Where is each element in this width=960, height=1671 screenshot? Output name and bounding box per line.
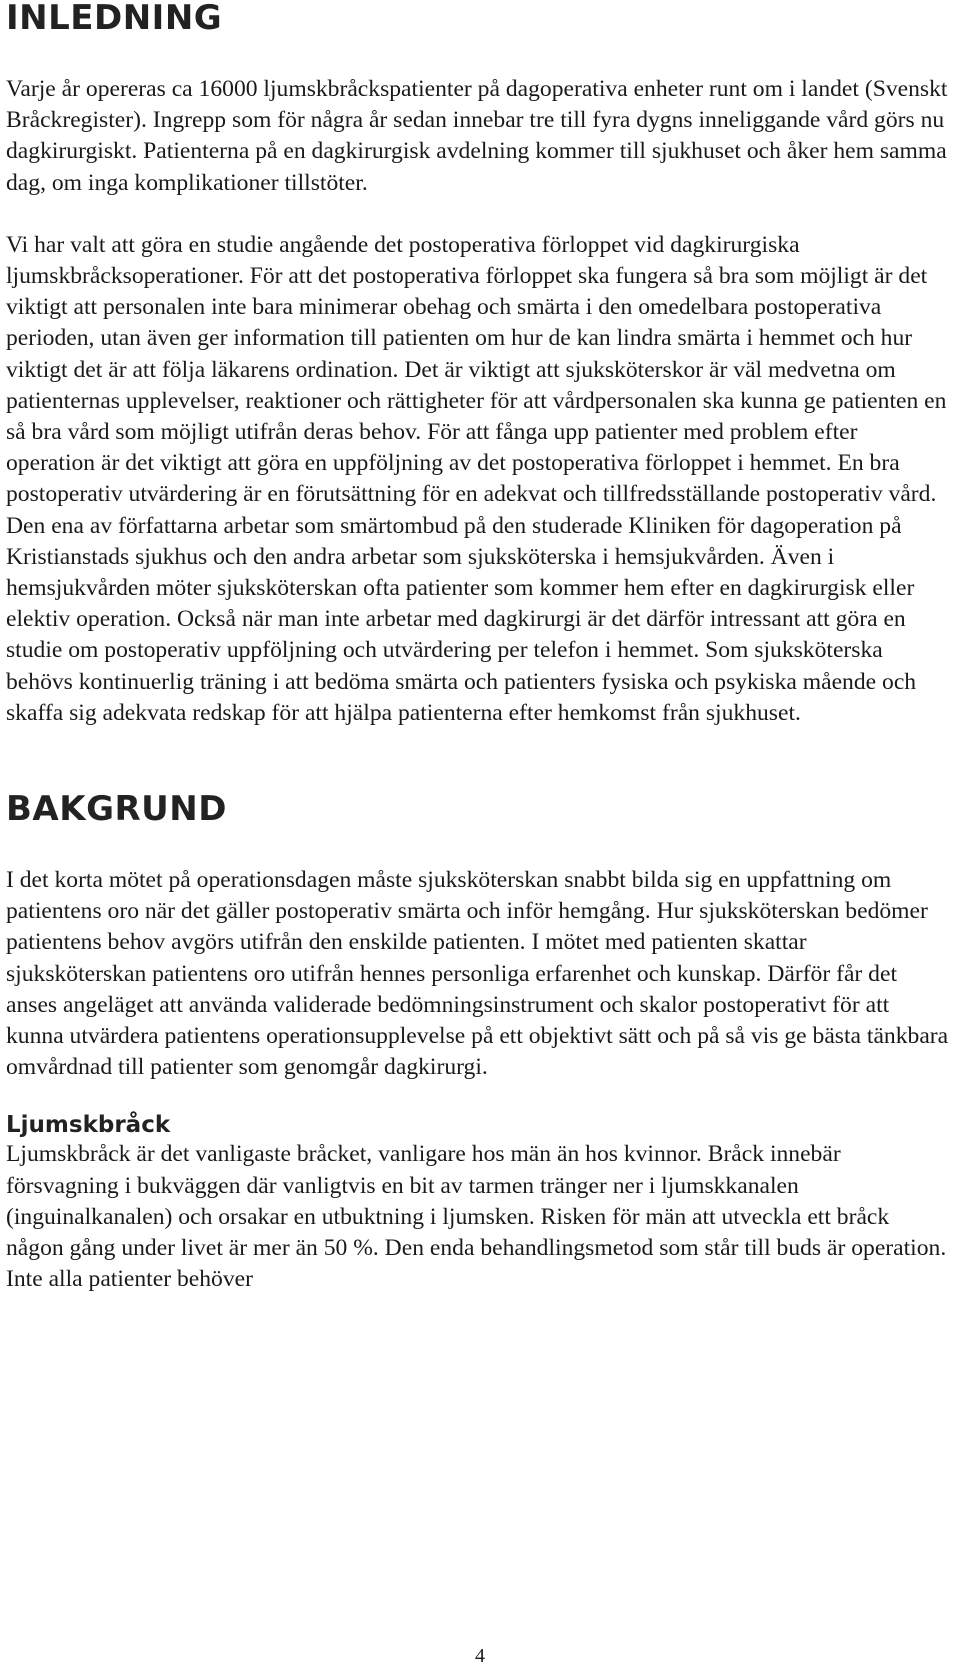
paragraph-inledning-1: Varje år opereras ca 16000 ljumskbråckspatienter på dagoperativa enheter runt om i landet (Svenskt Bråckregister). Ingrepp som för några år sedan innebar tre till fyra dygns inneliggande vård görs nu dagkirurgiskt. Patienterna på en dagkirurgisk avdelning kommer till sjukhuset och åker hem samma dag, om inga komplikationer tillstöter.: [6, 76, 948, 196]
paragraph-bakgrund-1: I det korta mötet på operationsdagen måste sjuksköterskan snabbt bilda sig en uppfattning om patientens oro när det gäller postoperativ smärta och inför hemgång. Hur sjuksköterskan bedömer patientens behov avgörs utifrån den enskilde patienten. I mötet med patienten skattar sjuksköterskan patientens oro utifrån hennes personliga erfarenhet och kunskap. Därför får det anses angeläget att använda validerade bedömningsinstrument och skalor postoperativt för att kunna utvärdera patientens operationsupplevelse på ett objektivt sätt och på så vis ge bästa tänkbara omvårdnad till patienter som genomgår dagkirurgi.: [6, 867, 949, 1081]
page-number: 4: [475, 1645, 485, 1667]
document-body: [6, 0, 950, 1296]
paragraph-ljumskbrack-1: Ljumskbråck är det vanligaste bråcket, vanligare hos män än hos kvinnor. Bråck innebär försvagning i bukväggen där vanligtvis en bit av tarmen tränger ner i ljumskkanalen (inguinalkanalen) och orsakar en utbuktning i ljumsken. Risken för män att utveckla ett bråck någon gång under livet är mer än 50 %. Den enda behandlingsmetod som står till buds är operation. Inte alla patienter behöver: [6, 1141, 947, 1293]
heading-inledning: INLEDNING: [6, 0, 223, 38]
heading-ljumskbrack: Ljumskbråck: [6, 1112, 171, 1139]
heading-bakgrund: BAKGRUND: [6, 789, 227, 830]
paragraph-inledning-3: Den ena av författarna arbetar som smärtombud på den studerade Kliniken för dagoperation på Kristianstads sjukhus och den andra arbetar som sjuksköterska i hemsjukvården. Även i hemsjukvården möter sjuksköterskan ofta patienter som kommer hem efter en dagkirurgisk eller elektiv operation. Också när man inte arbetar med dagkirurgi är det därför intressant att göra en studie om postoperativ uppföljning och utvärdering per telefon i hemmet. Som sjuksköterska behövs kontinuerlig träning i att bedöma smärta och patienters fysiska och psykiska mående och skaffa sig adekvata redskap för att hjälpa patienterna efter hemkomst från sjukhuset.: [6, 512, 917, 726]
paragraph-inledning-2: Vi har valt att göra en studie angående det postoperativa förloppet vid dagkirurgiska ljumskbråcksoperationer. För att det postoperativa förloppet ska fungera så bra som möjligt är det viktigt att personalen inte bara minimerar obehag och smärta i den omedelbara postoperativa perioden, utan även ger information till patienten om hur de kan lindra smärta i hemmet och hur viktigt det är att följa läkarens ordination. Det är viktigt att sjuksköterskor är väl medvetna om patienternas upplevelser, reaktioner och rättigheter för att vårdpersonalen ska kunna ge patienten en så bra vård som möjligt utifrån deras behov. För att fånga upp patienter med problem efter operation är det viktigt att göra en uppföljning av det postoperativa förloppet i hemmet. En bra postoperativ utvärdering är en förutsättning för en adekvat och tillfredsställande postoperativ vård.: [6, 231, 947, 508]
